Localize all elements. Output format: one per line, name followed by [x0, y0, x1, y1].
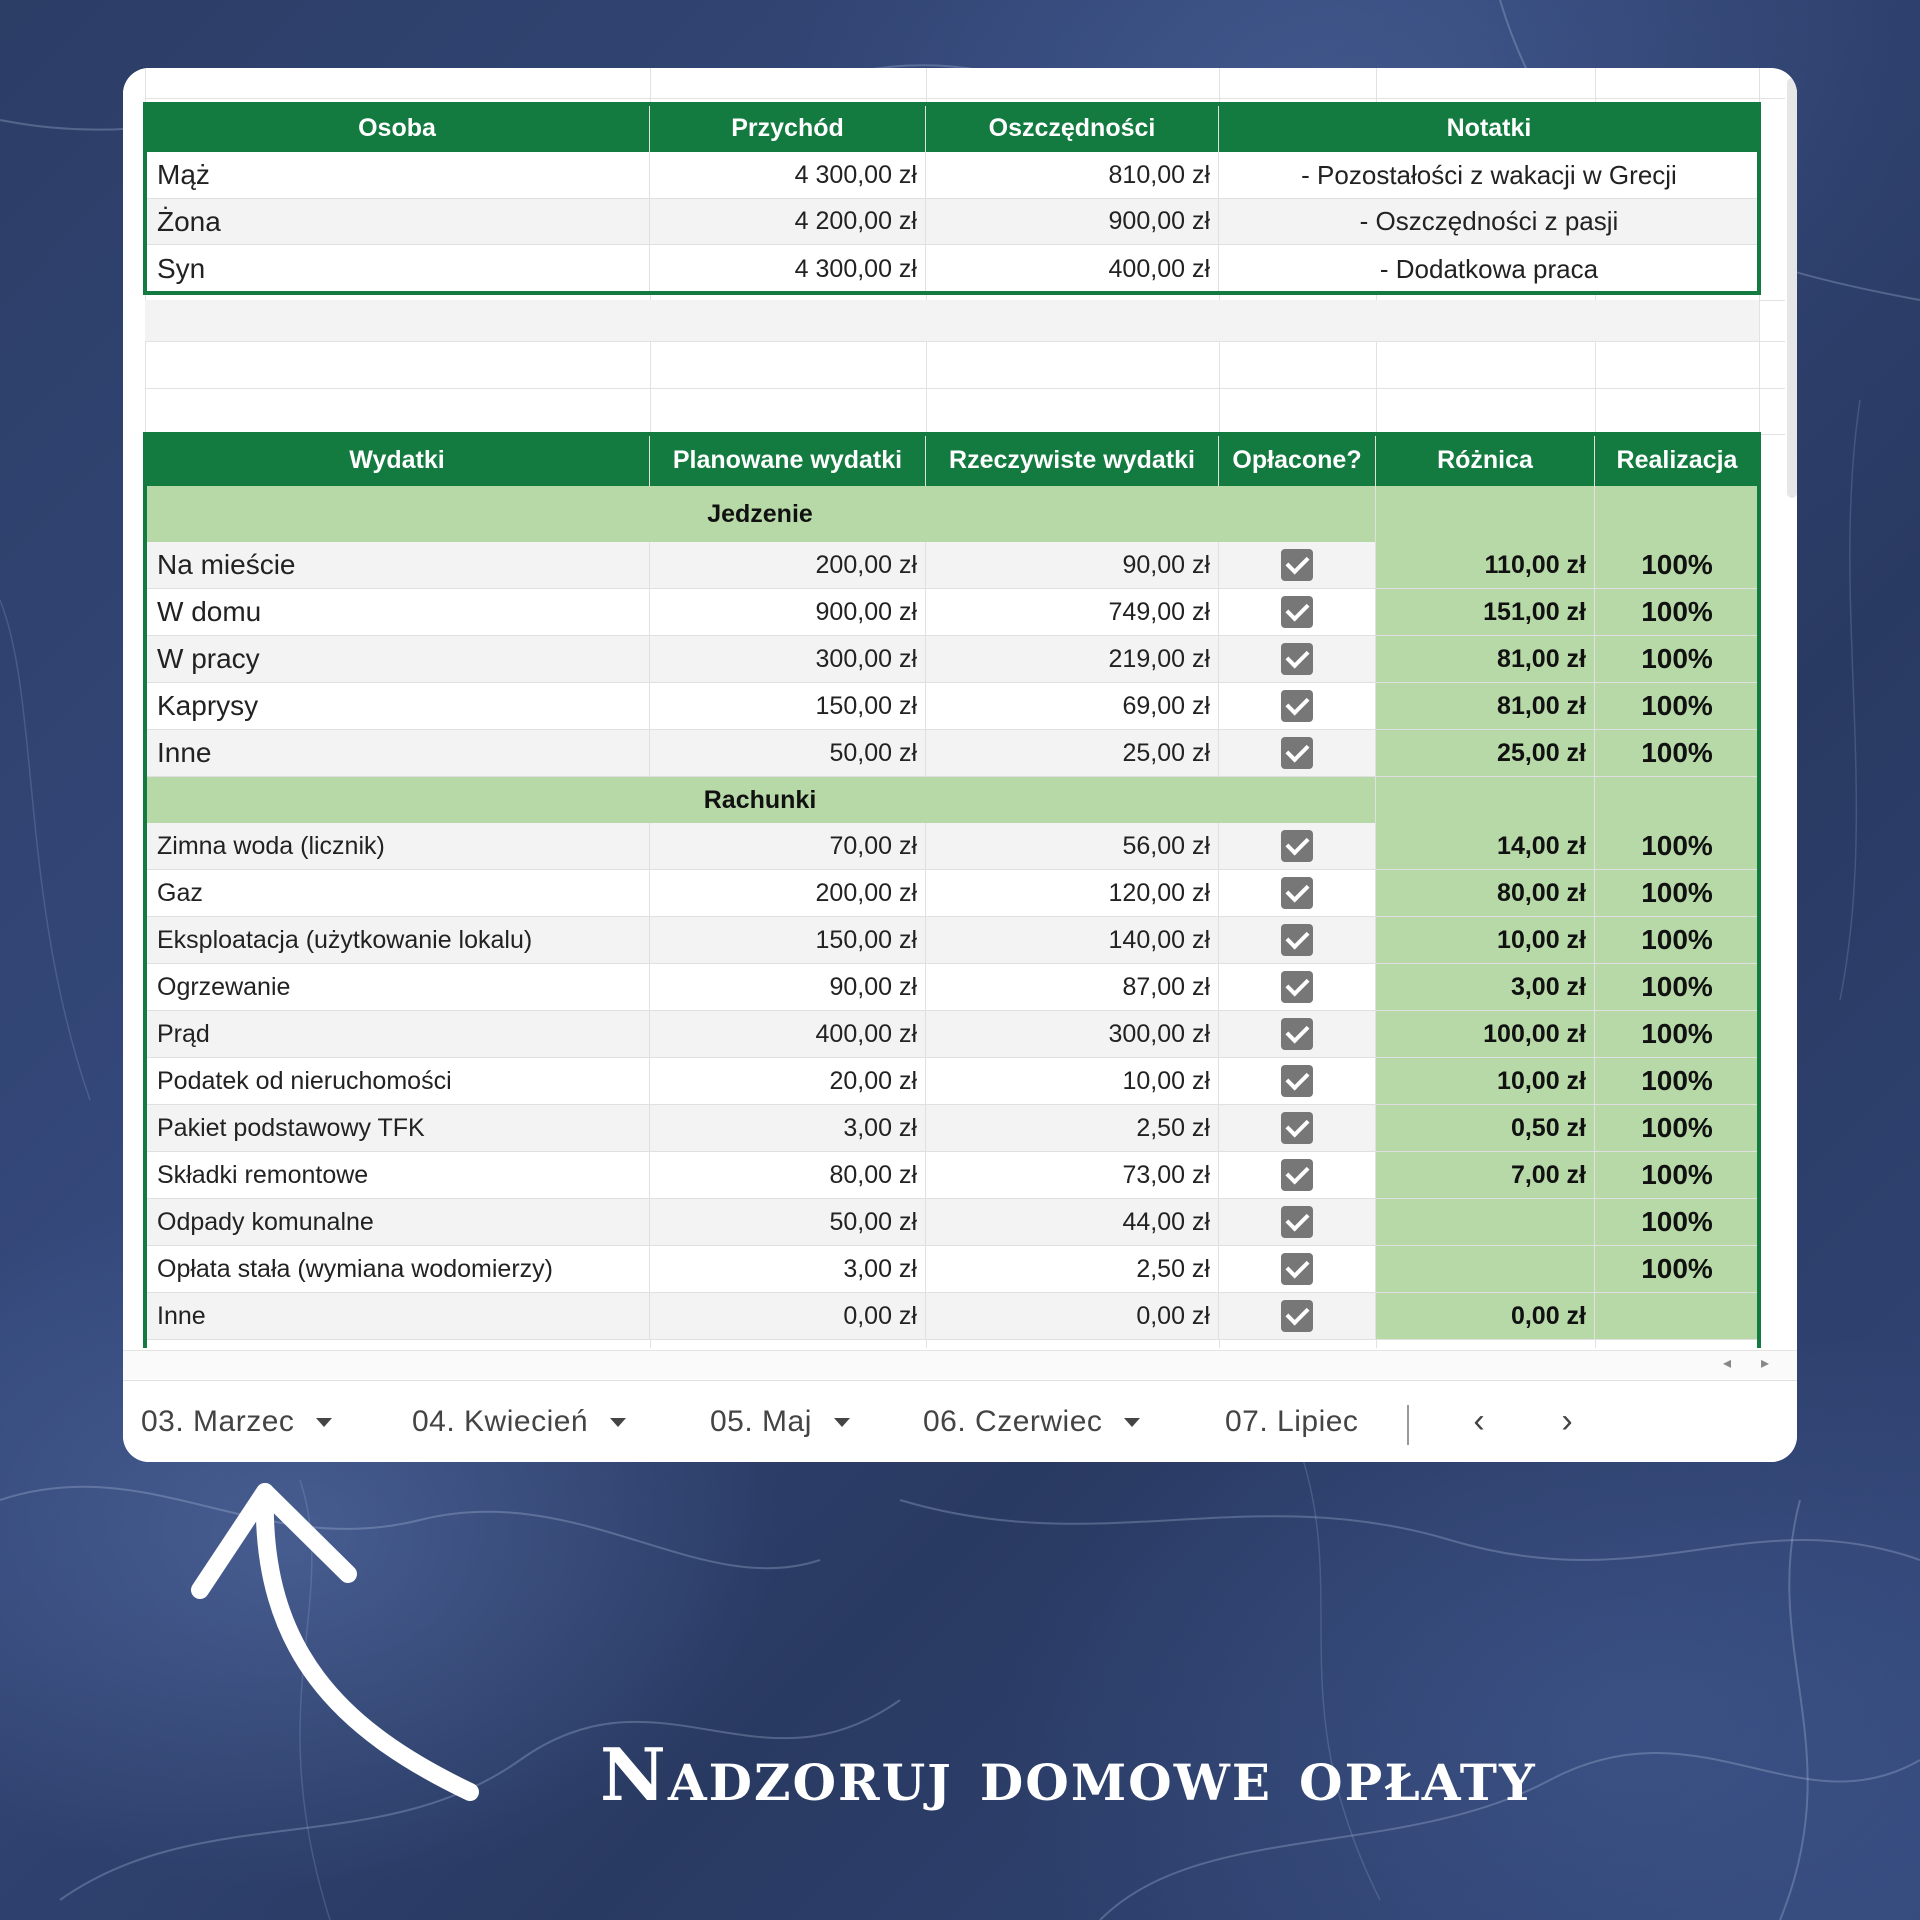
person-cell[interactable]: Żona: [145, 199, 650, 244]
actual-cell[interactable]: 56,00 zł: [926, 823, 1219, 869]
paid-cell[interactable]: [1219, 589, 1376, 635]
difference-cell[interactable]: 0,00 zł: [1376, 1293, 1595, 1339]
expense-label-cell[interactable]: Pakiet podstawowy TFK: [145, 1105, 650, 1151]
actual-cell[interactable]: 749,00 zł: [926, 589, 1219, 635]
paid-cell[interactable]: [1219, 1011, 1376, 1057]
caret-down-icon[interactable]: [316, 1418, 332, 1427]
caret-down-icon[interactable]: [1124, 1418, 1140, 1427]
realization-cell[interactable]: 100%: [1595, 1011, 1759, 1057]
paid-cell[interactable]: [1219, 870, 1376, 916]
notes-cell[interactable]: - Pozostałości z wakacji w Grecji: [1301, 159, 1677, 190]
tab-divider: [1407, 1405, 1409, 1445]
checkbox-checked-icon[interactable]: [1281, 690, 1313, 722]
checkbox-checked-icon[interactable]: [1281, 971, 1313, 1003]
spreadsheet-card: [123, 68, 1797, 1462]
table-row: [145, 199, 1759, 245]
income-header-row: [145, 104, 1759, 152]
header-przychod[interactable]: Przychód: [650, 104, 926, 152]
difference-cell[interactable]: 3,00 zł: [1376, 964, 1595, 1010]
next-sheet-icon[interactable]: ›: [1561, 1401, 1573, 1440]
category-row: [145, 777, 1759, 823]
table-row: [145, 152, 1759, 199]
realization-cell[interactable]: 100%: [1595, 1199, 1759, 1245]
table-row: [145, 1246, 1759, 1293]
grid-line: [145, 341, 1785, 342]
difference-cell[interactable]: 81,00 zł: [1376, 683, 1595, 729]
actual-cell[interactable]: 44,00 zł: [926, 1199, 1219, 1245]
paid-cell[interactable]: [1219, 683, 1376, 729]
header-notatki[interactable]: Notatki: [1219, 104, 1759, 152]
checkbox-checked-icon[interactable]: [1281, 1300, 1313, 1332]
checkbox-checked-icon[interactable]: [1281, 1018, 1313, 1050]
checkbox-checked-icon[interactable]: [1281, 830, 1313, 862]
expense-label-cell[interactable]: Inne: [145, 1293, 650, 1339]
actual-cell[interactable]: 90,00 zł: [926, 542, 1219, 588]
expense-label-cell[interactable]: Podatek od nieruchomości: [145, 1058, 650, 1104]
grid-line: [1759, 68, 1760, 1348]
income-cell[interactable]: 4 300,00 zł: [650, 245, 926, 293]
table-row: [145, 1293, 1759, 1340]
horizontal-scrollbar[interactable]: [123, 1350, 1797, 1379]
checkbox-checked-icon[interactable]: [1281, 1206, 1313, 1238]
expense-label-cell[interactable]: Prąd: [145, 1011, 650, 1057]
checkbox-checked-icon[interactable]: [1281, 596, 1313, 628]
actual-cell[interactable]: 69,00 zł: [926, 683, 1219, 729]
difference-cell[interactable]: 110,00 zł: [1376, 542, 1595, 588]
expense-label-cell[interactable]: W pracy: [145, 636, 650, 682]
actual-cell[interactable]: 120,00 zł: [926, 870, 1219, 916]
difference-cell[interactable]: 81,00 zł: [1376, 636, 1595, 682]
realization-cell[interactable]: 100%: [1595, 1105, 1759, 1151]
checkbox-checked-icon[interactable]: [1281, 1159, 1313, 1191]
expense-label-cell[interactable]: Opłata stała (wymiana wodomierzy): [145, 1246, 650, 1292]
difference-cell[interactable]: 10,00 zł: [1376, 1058, 1595, 1104]
expense-label-cell[interactable]: Składki remontowe: [145, 1152, 650, 1198]
grid-line: [145, 388, 1785, 389]
cell[interactable]: [1376, 486, 1595, 542]
actual-cell[interactable]: 300,00 zł: [926, 1011, 1219, 1057]
expense-label-cell[interactable]: Eksploatacja (użytkowanie lokalu): [145, 917, 650, 963]
planned-cell[interactable]: 50,00 zł: [650, 730, 926, 776]
tab-maj[interactable]: [710, 1381, 850, 1462]
person-cell[interactable]: Mąż: [145, 152, 650, 198]
scroll-right-icon[interactable]: ▸: [1761, 1355, 1770, 1372]
expense-label-cell[interactable]: Odpady komunalne: [145, 1199, 650, 1245]
checkbox-checked-icon[interactable]: [1281, 643, 1313, 675]
realization-cell[interactable]: 100%: [1595, 683, 1759, 729]
difference-cell[interactable]: [1376, 1246, 1595, 1292]
table-row: [145, 1105, 1759, 1152]
planned-cell[interactable]: 20,00 zł: [650, 1058, 926, 1104]
expense-label-cell[interactable]: W domu: [145, 589, 650, 635]
difference-cell[interactable]: 100,00 zł: [1376, 1011, 1595, 1057]
paid-cell[interactable]: [1219, 1293, 1376, 1339]
tab-label: 07. Lipiec: [1225, 1405, 1359, 1438]
difference-cell[interactable]: 14,00 zł: [1376, 823, 1595, 869]
person-cell[interactable]: Syn: [145, 245, 650, 293]
table-row: [145, 1152, 1759, 1199]
checkbox-checked-icon[interactable]: [1281, 737, 1313, 769]
header-roznica[interactable]: Różnica: [1376, 434, 1595, 486]
header-osoba[interactable]: Osoba: [145, 104, 650, 152]
realization-cell[interactable]: 100%: [1595, 823, 1759, 869]
cell[interactable]: [1595, 486, 1759, 542]
planned-cell[interactable]: 150,00 zł: [650, 917, 926, 963]
checkbox-checked-icon[interactable]: [1281, 924, 1313, 956]
table-row: [145, 870, 1759, 917]
tab-czerwiec[interactable]: [923, 1381, 1140, 1462]
cell[interactable]: [1376, 777, 1595, 823]
checkbox-checked-icon[interactable]: [1281, 1253, 1313, 1285]
header-wydatki[interactable]: Wydatki: [145, 434, 650, 486]
actual-cell[interactable]: 87,00 zł: [926, 964, 1219, 1010]
empty-row: [145, 300, 1759, 341]
table-row: [145, 1058, 1759, 1105]
difference-cell[interactable]: 7,00 zł: [1376, 1152, 1595, 1198]
checkbox-checked-icon[interactable]: [1281, 877, 1313, 909]
caret-down-icon[interactable]: [834, 1418, 850, 1427]
paid-cell[interactable]: [1219, 636, 1376, 682]
planned-cell[interactable]: 200,00 zł: [650, 542, 926, 588]
planned-cell[interactable]: 90,00 zł: [650, 964, 926, 1010]
tab-kwiecien[interactable]: [412, 1381, 626, 1462]
realization-cell[interactable]: 100%: [1595, 917, 1759, 963]
income-cell[interactable]: 4 300,00 zł: [650, 152, 926, 198]
tab-lipiec[interactable]: [1225, 1381, 1358, 1462]
paid-cell[interactable]: [1219, 1152, 1376, 1198]
paid-cell[interactable]: [1219, 542, 1376, 588]
paid-cell[interactable]: [1219, 917, 1376, 963]
prev-sheet-icon[interactable]: ‹: [1473, 1401, 1485, 1440]
realization-cell[interactable]: 100%: [1595, 1246, 1759, 1292]
sheet-grid: [123, 68, 1797, 1348]
planned-cell[interactable]: 300,00 zł: [650, 636, 926, 682]
header-oplacone[interactable]: Opłacone?: [1219, 434, 1376, 486]
actual-cell[interactable]: 25,00 zł: [926, 730, 1219, 776]
cell[interactable]: [1595, 777, 1759, 823]
expense-label-cell[interactable]: Na mieście: [145, 542, 650, 588]
realization-cell[interactable]: 100%: [1595, 542, 1759, 588]
category-label[interactable]: Rachunki: [145, 777, 1376, 823]
realization-cell[interactable]: 100%: [1595, 1058, 1759, 1104]
table-row: [145, 636, 1759, 683]
scroll-left-icon[interactable]: ◂: [1723, 1355, 1732, 1372]
actual-cell[interactable]: 2,50 zł: [926, 1246, 1219, 1292]
planned-cell[interactable]: 200,00 zł: [650, 870, 926, 916]
planned-cell[interactable]: 50,00 zł: [650, 1199, 926, 1245]
tab-label: 06. Czerwiec: [923, 1405, 1103, 1438]
difference-cell[interactable]: 10,00 zł: [1376, 917, 1595, 963]
table-row: [145, 823, 1759, 870]
realization-cell[interactable]: 100%: [1595, 589, 1759, 635]
planned-cell[interactable]: 400,00 zł: [650, 1011, 926, 1057]
difference-cell[interactable]: 0,50 zł: [1376, 1105, 1595, 1151]
tab-marzec[interactable]: [141, 1381, 332, 1462]
planned-cell[interactable]: 3,00 zł: [650, 1246, 926, 1292]
planned-cell[interactable]: 0,00 zł: [650, 1293, 926, 1339]
checkbox-checked-icon[interactable]: [1281, 1065, 1313, 1097]
checkbox-checked-icon[interactable]: [1281, 549, 1313, 581]
tab-label: 05. Maj: [710, 1405, 812, 1438]
grid-line: [145, 98, 1785, 99]
difference-cell[interactable]: 25,00 zł: [1376, 730, 1595, 776]
category-label[interactable]: Jedzenie: [145, 486, 1376, 542]
planned-cell[interactable]: 900,00 zł: [650, 589, 926, 635]
notes-cell[interactable]: - Oszczędności z pasji: [1359, 206, 1619, 236]
tab-label: 04. Kwiecień: [412, 1405, 589, 1438]
table-row: [145, 1011, 1759, 1058]
paid-cell[interactable]: [1219, 730, 1376, 776]
realization-cell[interactable]: 100%: [1595, 964, 1759, 1010]
paid-cell[interactable]: [1219, 823, 1376, 869]
realization-cell[interactable]: [1595, 1293, 1759, 1339]
checkbox-checked-icon[interactable]: [1281, 1112, 1313, 1144]
headline: Nadzoruj domowe opłaty: [600, 1732, 1537, 1817]
expense-header-row: [145, 434, 1759, 486]
actual-cell[interactable]: 219,00 zł: [926, 636, 1219, 682]
savings-cell[interactable]: 400,00 zł: [926, 245, 1219, 293]
actual-cell[interactable]: 2,50 zł: [926, 1105, 1219, 1151]
realization-cell[interactable]: 100%: [1595, 636, 1759, 682]
arrow-up-icon: [180, 1470, 500, 1810]
category-row: [145, 486, 1759, 542]
table-row: [145, 542, 1759, 589]
realization-cell[interactable]: 100%: [1595, 870, 1759, 916]
table-row: [145, 964, 1759, 1011]
realization-cell[interactable]: 100%: [1595, 730, 1759, 776]
planned-cell[interactable]: 3,00 zł: [650, 1105, 926, 1151]
expense-label-cell[interactable]: Zimna woda (licznik): [145, 823, 650, 869]
paid-cell[interactable]: [1219, 1199, 1376, 1245]
realization-cell[interactable]: 100%: [1595, 1152, 1759, 1198]
table-row: [145, 730, 1759, 777]
table-row: [145, 1199, 1759, 1246]
expense-label-cell[interactable]: Inne: [145, 730, 650, 776]
actual-cell[interactable]: 140,00 zł: [926, 917, 1219, 963]
header-planowane[interactable]: Planowane wydatki: [650, 434, 926, 486]
caret-down-icon[interactable]: [610, 1418, 626, 1427]
tab-label: 03. Marzec: [141, 1405, 295, 1438]
notes-cell[interactable]: - Dodatkowa praca: [1379, 253, 1599, 284]
expense-label-cell[interactable]: Ogrzewanie: [145, 964, 650, 1010]
savings-cell[interactable]: 900,00 zł: [926, 199, 1219, 244]
table-row: [145, 245, 1759, 293]
paid-cell[interactable]: [1219, 1105, 1376, 1151]
table-row: [145, 683, 1759, 730]
planned-cell[interactable]: 150,00 zł: [650, 683, 926, 729]
paid-cell[interactable]: [1219, 1058, 1376, 1104]
table-row: [145, 917, 1759, 964]
difference-cell[interactable]: 80,00 zł: [1376, 870, 1595, 916]
sheet-tab-bar: [123, 1380, 1797, 1462]
income-cell[interactable]: 4 200,00 zł: [650, 199, 926, 244]
actual-cell[interactable]: 10,00 zł: [926, 1058, 1219, 1104]
expense-label-cell[interactable]: Kaprysy: [145, 683, 650, 729]
header-realizacja[interactable]: Realizacja: [1595, 434, 1759, 486]
savings-cell[interactable]: 810,00 zł: [926, 152, 1219, 198]
table-row: [145, 589, 1759, 636]
paid-cell[interactable]: [1219, 1246, 1376, 1292]
vertical-scrollbar[interactable]: [1787, 78, 1797, 498]
paid-cell[interactable]: [1219, 964, 1376, 1010]
difference-cell[interactable]: [1376, 1199, 1595, 1245]
difference-cell[interactable]: 151,00 zł: [1376, 589, 1595, 635]
planned-cell[interactable]: 80,00 zł: [650, 1152, 926, 1198]
actual-cell[interactable]: 0,00 zł: [926, 1293, 1219, 1339]
planned-cell[interactable]: 70,00 zł: [650, 823, 926, 869]
header-oszczednosci[interactable]: Oszczędności: [926, 104, 1219, 152]
expense-label-cell[interactable]: Gaz: [145, 870, 650, 916]
actual-cell[interactable]: 73,00 zł: [926, 1152, 1219, 1198]
header-rzeczywiste[interactable]: Rzeczywiste wydatki: [926, 434, 1219, 486]
